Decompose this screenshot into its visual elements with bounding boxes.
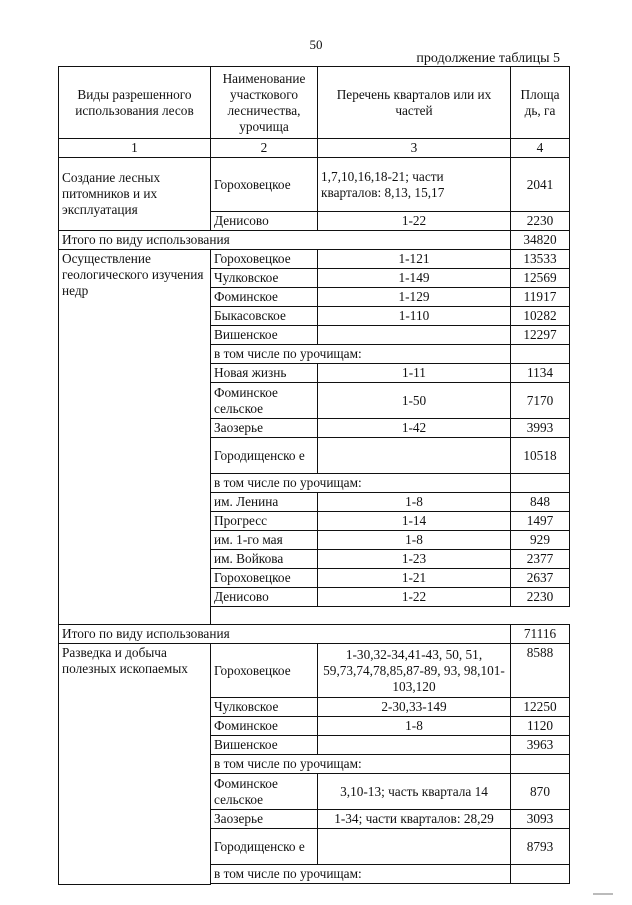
- tract-name-cell: Прогресс: [211, 512, 318, 531]
- tract-name-cell: Фоминское сельское: [211, 383, 318, 419]
- area-cell: 12569: [511, 269, 570, 288]
- quarters-cell: [318, 326, 511, 345]
- tract-name-cell: Городищенско е: [211, 438, 318, 474]
- forestry-name-cell: Денисово: [211, 212, 318, 231]
- col-number: 3: [318, 139, 511, 158]
- quarters-cell: [318, 829, 511, 865]
- area-cell: 7170: [511, 383, 570, 419]
- quarters-cell: 1-110: [318, 307, 511, 326]
- quarters-cell: 1-22: [318, 588, 511, 607]
- table-row: [59, 250, 570, 269]
- area-cell: 1134: [511, 364, 570, 383]
- quarters-cell: 1-42: [318, 419, 511, 438]
- tract-name-cell: Заозерье: [211, 810, 318, 829]
- area-cell: 12250: [511, 698, 570, 717]
- forestry-name-cell: Фоминское: [211, 288, 318, 307]
- area-cell: 11917: [511, 288, 570, 307]
- total-label: Итого по виду использования: [59, 625, 511, 644]
- tract-name-cell: им. Войкова: [211, 550, 318, 569]
- area-cell: 13533: [511, 250, 570, 269]
- area-cell: 1120: [511, 717, 570, 736]
- forestry-name-cell: Быкасовское: [211, 307, 318, 326]
- tract-name-cell: им. 1-го мая: [211, 531, 318, 550]
- quarters-cell: 1-14: [318, 512, 511, 531]
- area-cell: 8588: [511, 644, 570, 698]
- total-value: 34820: [511, 231, 570, 250]
- total-value: 71116: [511, 625, 570, 644]
- column-number-row: [59, 139, 570, 158]
- quarters-cell: 1-30,32-34,41-43, 50, 51, 59,73,74,78,85,87-89, 93, 98,101-103,120: [318, 644, 511, 698]
- area-cell: 2041: [511, 158, 570, 212]
- subgroup-label: в том числе по урочищам:: [211, 345, 511, 364]
- scan-mark: [593, 893, 613, 895]
- col-number: 4: [511, 139, 570, 158]
- table-row: [59, 644, 570, 698]
- table-row: [59, 158, 570, 212]
- quarters-cell: 2-30,33-149: [318, 698, 511, 717]
- tract-name-cell: Фоминское сельское: [211, 774, 318, 810]
- area-cell: 8793: [511, 829, 570, 865]
- area-cell: 848: [511, 493, 570, 512]
- subgroup-label: в том числе по урочищам:: [211, 474, 511, 493]
- area-cell: 2230: [511, 212, 570, 231]
- tract-name-cell: Заозерье: [211, 419, 318, 438]
- quarters-cell: 1-23: [318, 550, 511, 569]
- tract-name-cell: Гороховецкое: [211, 569, 318, 588]
- forestry-name-cell: Вишенское: [211, 736, 318, 755]
- header-area: Площа дь, га: [511, 67, 570, 139]
- quarters-cell: 1-34; части кварталов: 28,29: [318, 810, 511, 829]
- area-cell: [511, 865, 570, 884]
- header-quarters-list: Перечень кварталов или их частей: [318, 67, 511, 139]
- tract-name-cell: им. Ленина: [211, 493, 318, 512]
- area-cell: [511, 345, 570, 364]
- area-cell: 10282: [511, 307, 570, 326]
- use-type-cell: Разведка и добыча полезных ископаемых: [59, 644, 211, 885]
- header-use-type: Виды разрешенного использования лесов: [59, 67, 211, 139]
- forestry-name-cell: Гороховецкое: [211, 250, 318, 269]
- total-row: [59, 231, 570, 250]
- header-forestry-name: Наименование участкового лесничества, урочища: [211, 67, 318, 139]
- area-cell: 3993: [511, 419, 570, 438]
- forest-use-table: [58, 66, 570, 885]
- total-label: Итого по виду использования: [59, 231, 511, 250]
- subgroup-label: в том числе по урочищам:: [211, 865, 511, 884]
- area-cell: 2230: [511, 588, 570, 607]
- area-cell: 12297: [511, 326, 570, 345]
- header-row: [59, 67, 570, 139]
- quarters-cell: 1-121: [318, 250, 511, 269]
- area-cell: 929: [511, 531, 570, 550]
- col-number: 2: [211, 139, 318, 158]
- area-cell: 870: [511, 774, 570, 810]
- area-cell: 2637: [511, 569, 570, 588]
- area-cell: 2377: [511, 550, 570, 569]
- quarters-cell: 1,7,10,16,18-21; части кварталов: 8,13, 15,17: [318, 158, 511, 212]
- forestry-name-cell: Чулковское: [211, 269, 318, 288]
- quarters-cell: 1-21: [318, 569, 511, 588]
- forestry-name-cell: Гороховецкое: [211, 158, 318, 212]
- forestry-name-cell: Вишенское: [211, 326, 318, 345]
- quarters-cell: 1-11: [318, 364, 511, 383]
- quarters-cell: 1-8: [318, 493, 511, 512]
- tract-name-cell: Денисово: [211, 588, 318, 607]
- area-cell: 3093: [511, 810, 570, 829]
- area-cell: 1497: [511, 512, 570, 531]
- quarters-cell: 1-22: [318, 212, 511, 231]
- subgroup-label: в том числе по урочищам:: [211, 755, 511, 774]
- col-number: 1: [59, 139, 211, 158]
- quarters-cell: 3,10-13; часть квартала 14: [318, 774, 511, 810]
- use-type-cell: Создание лесных питомников и их эксплуатация: [59, 158, 211, 231]
- quarters-cell: 1-8: [318, 531, 511, 550]
- area-cell: [511, 474, 570, 493]
- area-cell: [511, 755, 570, 774]
- use-type-cell: Осуществление геологического изучения недр: [59, 250, 211, 625]
- quarters-cell: [318, 736, 511, 755]
- area-cell: 3963: [511, 736, 570, 755]
- quarters-cell: [318, 438, 511, 474]
- total-row: [59, 625, 570, 644]
- quarters-cell: 1-149: [318, 269, 511, 288]
- quarters-cell: 1-8: [318, 717, 511, 736]
- page-number: 50: [309, 37, 323, 52]
- forestry-name-cell: Чулковское: [211, 698, 318, 717]
- tract-name-cell: Городищенско е: [211, 829, 318, 865]
- quarters-cell: 1-129: [318, 288, 511, 307]
- forestry-name-cell: Гороховецкое: [211, 644, 318, 698]
- tract-name-cell: Новая жизнь: [211, 364, 318, 383]
- forestry-name-cell: Фоминское: [211, 717, 318, 736]
- quarters-cell: 1-50: [318, 383, 511, 419]
- area-cell: 10518: [511, 438, 570, 474]
- table-continuation-label: продолжение таблицы 5: [416, 51, 560, 66]
